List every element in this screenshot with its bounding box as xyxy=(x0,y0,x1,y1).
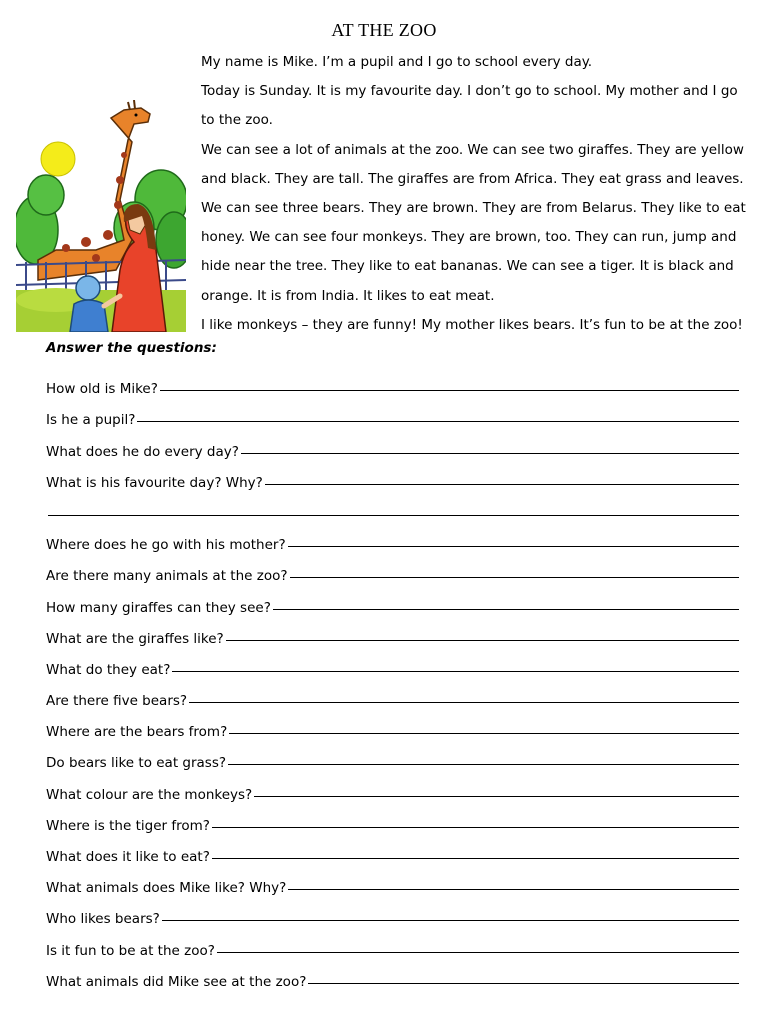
answer-line xyxy=(273,608,739,610)
question-text: What animals does Mike like? Why? xyxy=(46,880,287,897)
question-row xyxy=(46,553,739,584)
question-row xyxy=(46,397,739,428)
question-row xyxy=(46,616,739,647)
answer-line xyxy=(162,919,739,921)
question-row xyxy=(46,927,739,958)
answer-line xyxy=(172,670,739,672)
question-text: What does it like to eat? xyxy=(46,849,210,865)
question-text: Where does he go with his mother? xyxy=(46,537,286,554)
questions-list xyxy=(46,366,739,990)
answer-line xyxy=(288,545,739,547)
page-title: AT THE ZOO xyxy=(331,20,437,40)
question-text: Where is the tiger from? xyxy=(46,817,210,834)
question-text: What do they eat? xyxy=(46,661,171,678)
answer-line xyxy=(290,576,739,578)
question-text: What animals did Mike see at the zoo? xyxy=(46,973,307,990)
story-line: honey. We can see four monkeys. They are brown, too. They can run, jump and xyxy=(201,229,737,246)
story-line: Today is Sunday. It is my favourite day. I don’t go to school. My mother and I go xyxy=(201,83,738,100)
answer-line xyxy=(288,888,739,890)
story-line: I like monkeys – they are funny! My mother likes bears. It’s fun to be at the zoo! xyxy=(201,316,743,333)
answer-line xyxy=(308,982,739,984)
question-row xyxy=(46,709,739,740)
question-text: Do bears like to eat grass? xyxy=(46,755,227,772)
question-row xyxy=(46,491,739,522)
questions-heading: Answer the questions: xyxy=(46,340,217,356)
question-text: What is his favourite day? Why? xyxy=(46,474,263,491)
story-line: hide near the tree. They like to eat bananas. We can see a tiger. It is black and xyxy=(201,258,734,275)
question-row xyxy=(46,522,739,553)
question-text: How old is Mike? xyxy=(46,381,158,398)
question-text: Who likes bears? xyxy=(46,911,160,928)
question-text: How many giraffes can they see? xyxy=(46,599,271,616)
story-line: We can see a lot of animals at the zoo. We can see two giraffes. They are yellow xyxy=(201,141,744,158)
story-line: My name is Mike. I’m a pupil and I go to school every day. xyxy=(201,54,593,70)
answer-line xyxy=(226,639,739,641)
question-text: Are there many animals at the zoo? xyxy=(46,568,288,585)
answer-line xyxy=(265,483,739,485)
question-row xyxy=(46,803,739,834)
question-row xyxy=(46,896,739,927)
answer-line xyxy=(48,514,739,516)
answer-line xyxy=(160,389,739,391)
question-text: Are there five bears? xyxy=(46,693,188,710)
question-row xyxy=(46,771,739,802)
question-row xyxy=(46,584,739,615)
story-text xyxy=(201,48,756,340)
story-line: orange. It is from India. It likes to eat meat. xyxy=(201,287,495,304)
question-text: Where are the bears from? xyxy=(46,724,228,741)
question-row xyxy=(46,834,739,865)
answer-line xyxy=(254,795,739,797)
question-row xyxy=(46,428,739,459)
question-row xyxy=(46,647,739,678)
question-text: What colour are the monkeys? xyxy=(46,786,253,803)
question-row xyxy=(46,366,739,397)
answer-line xyxy=(241,452,739,454)
answer-line xyxy=(212,857,739,859)
question-row xyxy=(46,678,739,709)
answer-line xyxy=(229,732,739,734)
answer-line xyxy=(137,420,739,422)
answer-line xyxy=(212,826,739,828)
answer-line xyxy=(217,951,739,953)
sun-icon xyxy=(41,142,75,176)
question-text: What does he do every day? xyxy=(46,443,239,460)
zoo-illustration xyxy=(16,100,186,332)
question-text: Is he a pupil? xyxy=(46,412,136,429)
question-row xyxy=(46,865,739,896)
question-row xyxy=(46,959,739,990)
answer-line xyxy=(228,763,739,765)
story-line: and black. They are tall. The giraffes are from Africa. They eat grass and leaves. xyxy=(201,170,744,187)
question-row xyxy=(46,460,739,491)
answer-line xyxy=(189,701,739,703)
question-text: Is it fun to be at the zoo? xyxy=(46,942,215,959)
question-row xyxy=(46,740,739,771)
story-line: We can see three bears. They are brown. They are from Belarus. They like to eat xyxy=(201,200,746,217)
story-line: to the zoo. xyxy=(201,112,273,129)
question-text: What are the giraffes like? xyxy=(46,630,224,647)
